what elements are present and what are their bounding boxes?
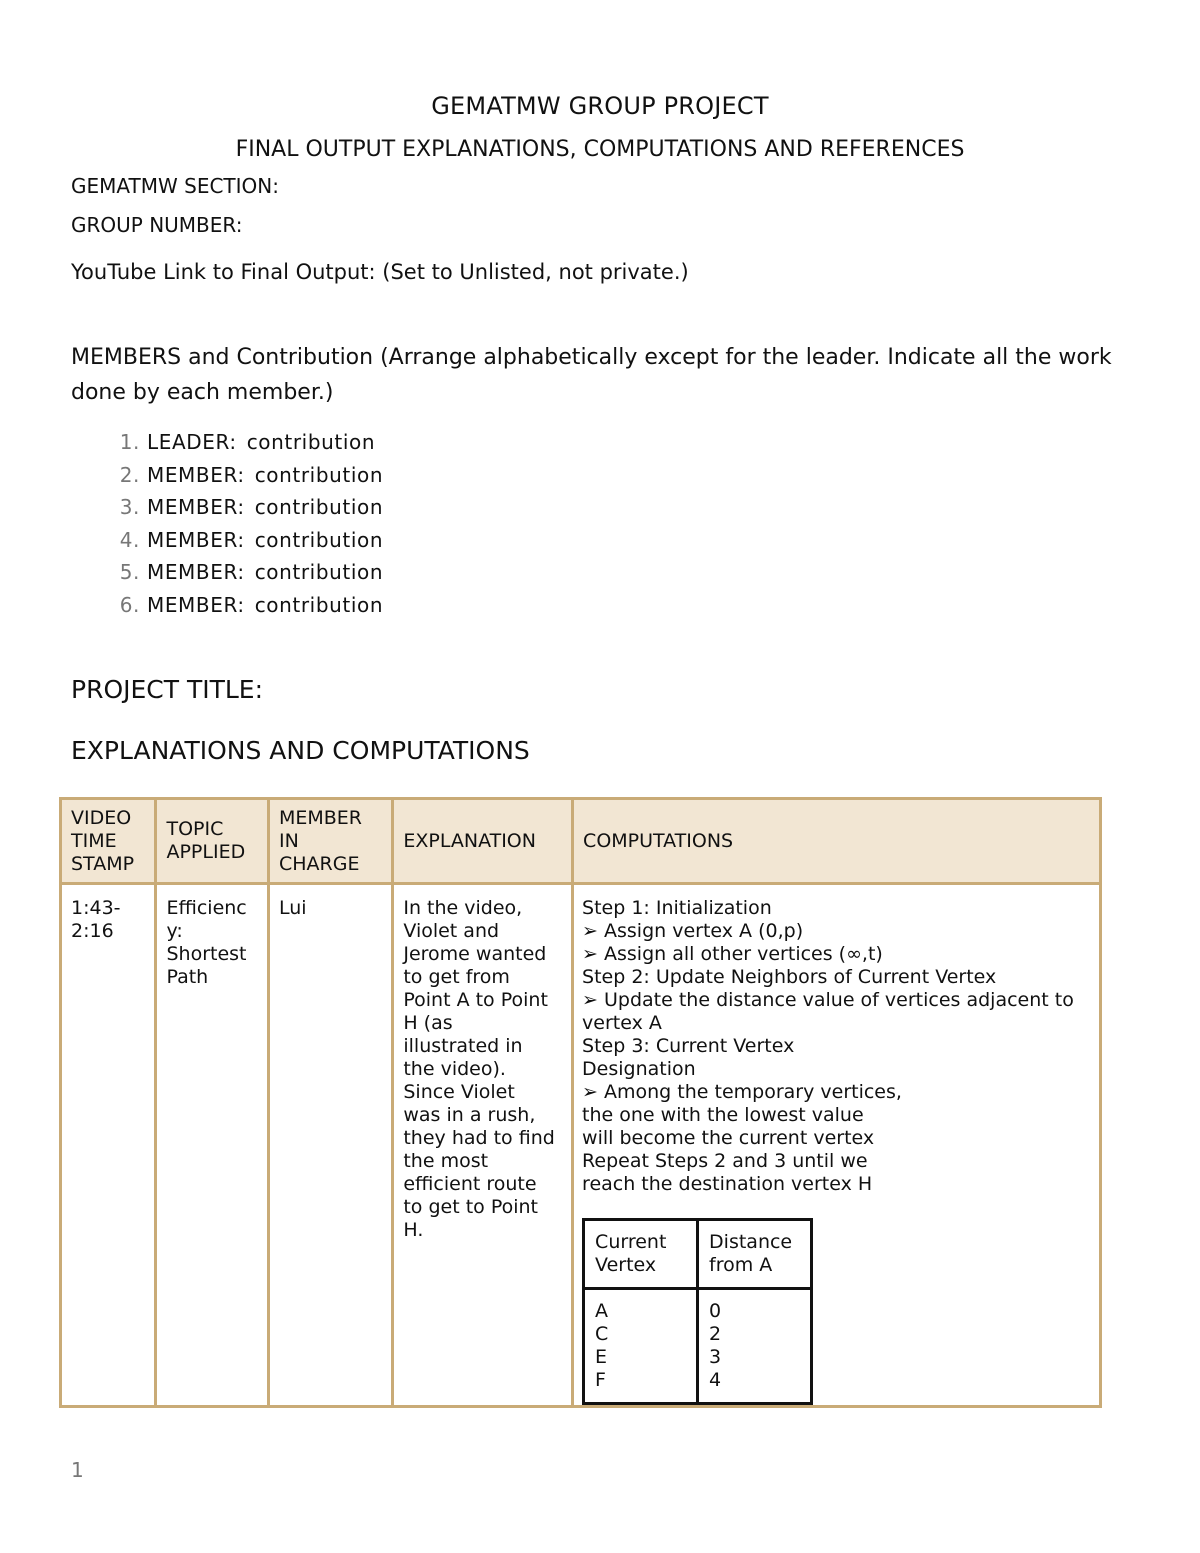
header-line: STAMP <box>71 852 135 875</box>
inner-body-row <box>584 1289 812 1404</box>
cell-line: Efficienc <box>166 897 247 919</box>
vertex-value: F <box>595 1369 606 1391</box>
inner-header-line: Distance <box>709 1231 793 1253</box>
cell-line: the most <box>403 1150 489 1172</box>
member-contribution: contribution <box>246 430 376 454</box>
member-role: MEMBER: <box>146 495 245 519</box>
cell-line: to get to Point <box>403 1196 539 1218</box>
cell-line: efficient route <box>403 1173 537 1195</box>
document-title: GEMATMW GROUP PROJECT <box>431 92 769 120</box>
cell-line: Violet and <box>403 920 500 942</box>
page-number: 1 <box>71 1458 84 1482</box>
computation-line: ➢ Assign all other vertices (∞,t) <box>582 943 883 965</box>
member-role: MEMBER: <box>146 462 245 487</box>
list-number: 2. <box>119 462 140 487</box>
member-contribution: contribution <box>254 462 384 487</box>
cell-line: was in a rush, <box>403 1104 536 1126</box>
distance-value: 4 <box>709 1369 722 1391</box>
cell-line: y: <box>166 920 183 942</box>
computation-line: ➢ Among the temporary vertices, <box>582 1081 902 1103</box>
cell-line: In the video, <box>403 897 523 919</box>
header-member <box>268 799 392 884</box>
list-item <box>100 560 383 593</box>
member-role: MEMBER: <box>146 560 245 584</box>
list-number: 5. <box>119 560 140 584</box>
cell-line: Shortest <box>166 943 247 965</box>
explanations-heading: EXPLANATIONS AND COMPUTATIONS <box>71 736 530 765</box>
computation-line: reach the destination vertex H <box>582 1173 873 1195</box>
member-contribution: contribution <box>254 560 384 584</box>
cell-explanation <box>393 884 573 1407</box>
computation-line: Repeat Steps 2 and 3 until we <box>582 1150 868 1172</box>
explanations-table <box>59 797 1102 1408</box>
cell-line: 2:16 <box>71 920 114 942</box>
header-line: TIME <box>71 829 117 852</box>
cell-line: they had to find <box>403 1127 555 1149</box>
member-role: LEADER: <box>146 430 237 454</box>
list-number: 3. <box>119 495 140 519</box>
cell-line: Path <box>166 966 209 988</box>
computation-line: Step 1: Initialization <box>582 897 772 919</box>
cell-line: Jerome wanted <box>403 943 547 965</box>
header-explanation: EXPLANATION <box>393 799 573 884</box>
header-line: MEMBER <box>278 806 363 829</box>
cell-topic <box>156 884 269 1407</box>
inner-header-line: Current <box>595 1231 667 1253</box>
inner-header-distance <box>698 1220 812 1289</box>
computation-line: Step 3: Current Vertex <box>582 1035 795 1057</box>
computation-line: Designation <box>582 1058 696 1080</box>
cell-line: illustrated in <box>403 1035 523 1057</box>
member-role: MEMBER: <box>146 527 245 552</box>
member-contribution: contribution <box>254 527 384 552</box>
distance-value: 0 <box>709 1300 722 1322</box>
header-time-stamp <box>61 799 156 884</box>
member-contribution: contribution <box>254 495 384 519</box>
distance-value: 2 <box>709 1323 722 1345</box>
header-line: TOPIC <box>166 818 224 840</box>
header-line: IN <box>278 829 299 852</box>
cell-member: Lui <box>268 884 392 1407</box>
vertex-value: E <box>595 1346 608 1368</box>
cell-computations <box>573 884 1101 1407</box>
youtube-link-field: YouTube Link to Final Output: (Set to Unlisted, not private.) <box>71 260 689 284</box>
table-row <box>61 884 1101 1407</box>
header-topic <box>156 799 269 884</box>
list-item <box>100 528 383 561</box>
list-item <box>100 430 383 463</box>
cell-line: H. <box>403 1219 424 1241</box>
header-line: CHARGE <box>278 852 360 875</box>
document-subtitle: FINAL OUTPUT EXPLANATIONS, COMPUTATIONS AND REFERENCES <box>235 137 965 162</box>
inner-header-line: from A <box>709 1254 773 1276</box>
vertex-value: A <box>595 1300 609 1322</box>
members-list <box>100 430 383 625</box>
member-contribution: contribution <box>254 592 384 617</box>
computation-line: vertex A <box>582 1012 662 1034</box>
project-title-label: PROJECT TITLE: <box>71 675 264 704</box>
vertex-value: C <box>595 1323 609 1345</box>
computation-line: the one with the lowest value <box>582 1104 864 1126</box>
computation-line: ➢ Update the distance value of vertices adjacent to <box>582 989 1074 1011</box>
list-item <box>100 593 383 626</box>
table-header-row <box>61 799 1101 884</box>
inner-header-vertex <box>584 1220 698 1289</box>
list-number: 6. <box>119 592 140 617</box>
cell-line: Point A to Point <box>403 989 548 1011</box>
inner-header-row <box>584 1220 812 1289</box>
cell-time-stamp <box>61 884 156 1407</box>
group-number-field: GROUP NUMBER: <box>71 213 243 237</box>
computation-line: ➢ Assign vertex A (0,p) <box>582 920 804 942</box>
cell-line: 1:43- <box>71 897 121 919</box>
vertex-distance-table <box>582 1218 813 1405</box>
inner-vertices-cell <box>584 1289 698 1404</box>
cell-line: the video). <box>403 1058 506 1080</box>
cell-line: H (as <box>403 1012 453 1034</box>
member-role: MEMBER: <box>146 592 245 617</box>
computation-line: Step 2: Update Neighbors of Current Vertex <box>582 966 997 988</box>
header-computations: COMPUTATIONS <box>573 799 1101 884</box>
inner-header-line: Vertex <box>595 1254 657 1276</box>
members-heading: MEMBERS and Contribution (Arrange alphabetically except for the leader. Indicate all the work done by each member.) <box>71 345 1112 405</box>
header-line: VIDEO <box>71 806 132 829</box>
computation-line: will become the current vertex <box>582 1127 875 1149</box>
inner-distances-cell <box>698 1289 812 1404</box>
cell-line: Since Violet <box>403 1081 515 1103</box>
list-item <box>100 495 383 528</box>
header-line: APPLIED <box>166 841 246 863</box>
section-field: GEMATMW SECTION: <box>71 174 279 198</box>
list-number: 1. <box>119 430 140 454</box>
list-item <box>100 463 383 496</box>
cell-line: to get from <box>403 966 510 988</box>
list-number: 4. <box>119 527 140 552</box>
distance-value: 3 <box>709 1346 722 1368</box>
